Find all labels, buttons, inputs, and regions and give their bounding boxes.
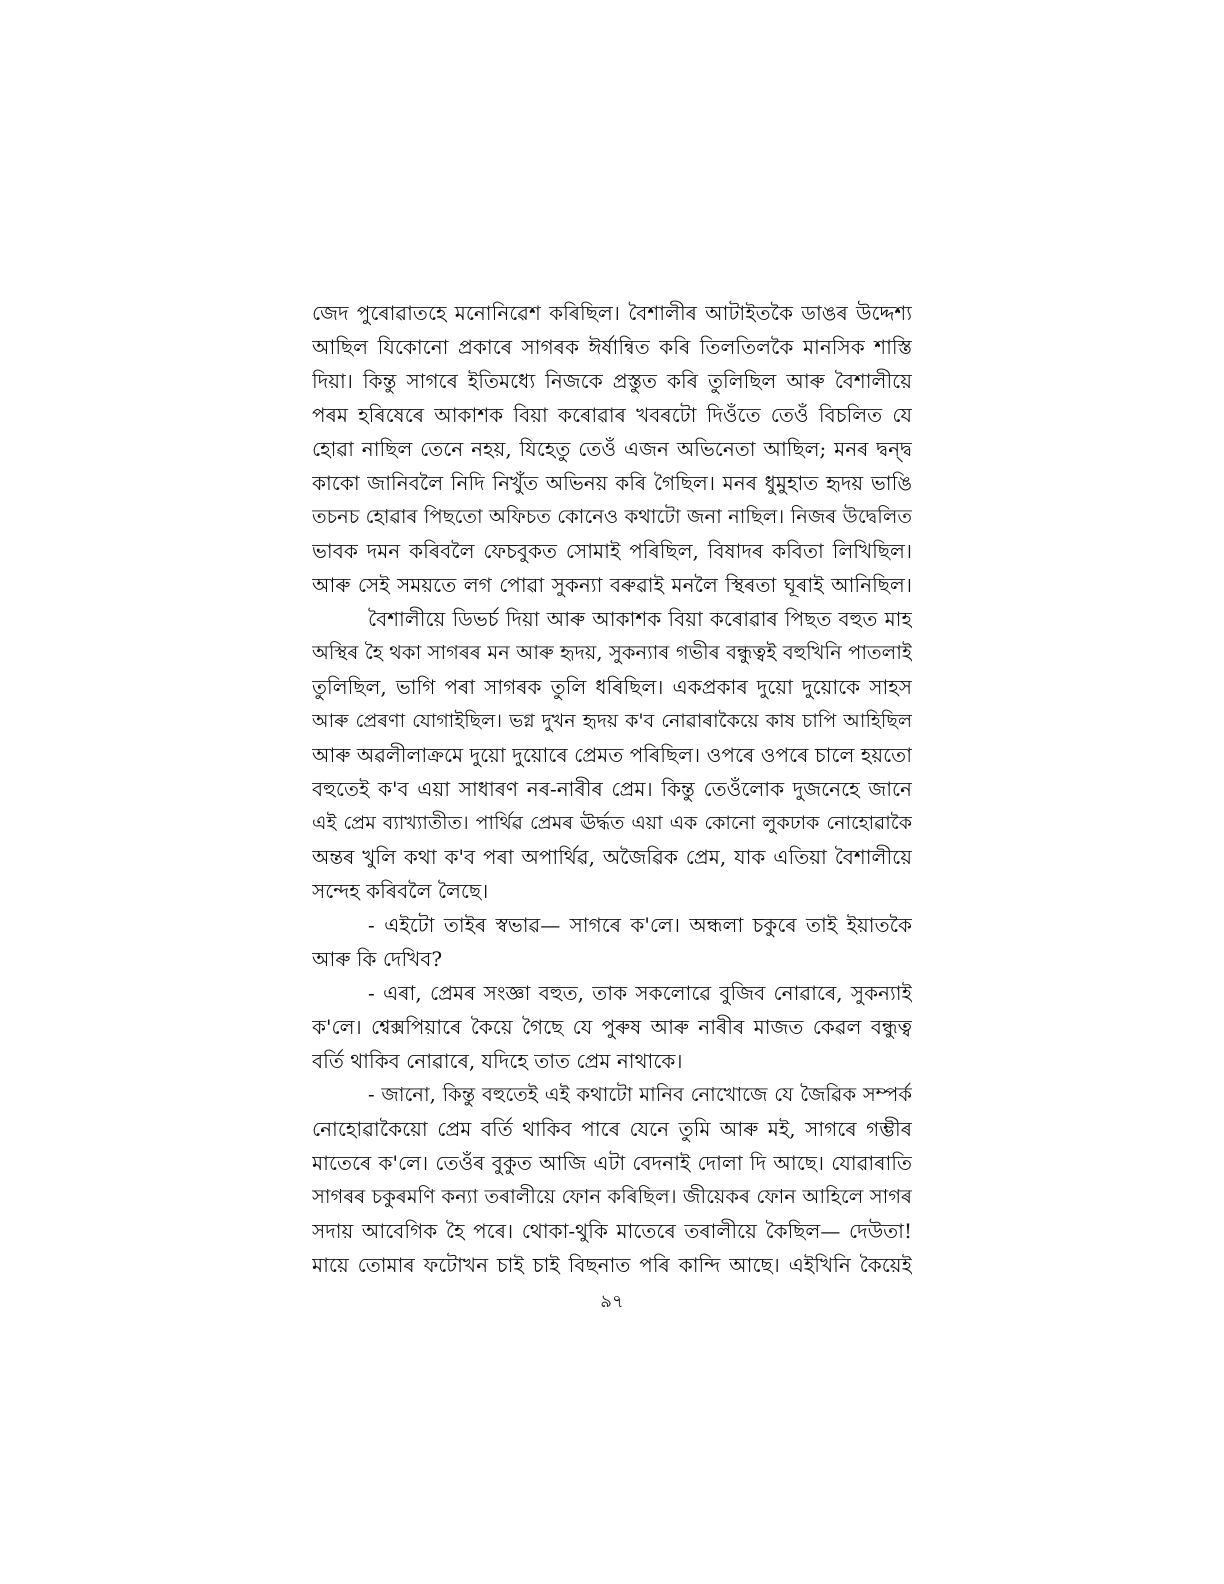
text-line: - জানো, কিন্তু বহুতেই এই কথাটো মানিব নোখোজে যে জৈৱিক সম্পৰ্ক [368,1083,912,1106]
text-line: অস্থিৰ হৈ থকা সাগৰৰ মন আৰু হৃদয়, সুকন্যাৰ গভীৰ বন্ধুত্বই বহুখিনি পাতলাই [312,641,912,664]
text-line: নোহোৱাকৈয়ো প্ৰেম বৰ্তি থাকিব পাৰে যেনে তুমি আৰু মই, সাগৰে গম্ভীৰ [312,1117,912,1141]
text-line: হোৱা নাছিল তেনে নহয়, যিহেতু তেওঁ এজন অভিনেতা আছিল; মনৰ দ্বন্দ্ব [312,437,912,461]
text-line: আৰু সেই সময়তে লগ পোৱা সুকন্যা বৰুৱাই মনলৈ স্থিৰতা ঘূৰাই আনিছিল। [312,573,912,597]
text-line: জেদ পুৰোৱাতহে মনোনিৱেশ কৰিছিল। বৈশালীৰ আটাইতকৈ ডাঙৰ উদ্দেশ্য [312,301,912,325]
text-line: মাতেৰে ক'লে। তেওঁৰ বুকুত আজি এটা বেদনাই দোলা দি আছে। যোৱাৰাতি [312,1151,912,1175]
text-line: তচনচ হোৱাৰ পিছতো অফিচত কোনেও কথাটো জনা নাছিল। নিজৰ উদ্বেলিত [312,505,912,528]
text-line: বৈশালীয়ে ডিভৰ্চ দিয়া আৰু আকাশক বিয়া কৰোৱাৰ পিছত বহুত মাহ [368,607,912,631]
text-line: আছিল যিকোনো প্ৰকাৰে সাগৰক ঈৰ্ষান্বিত কৰি তিলতিলকৈ মানসিক শাস্তি [312,335,912,359]
text-line: বৰ্তি থাকিব নোৱাৰে, যদিহে তাত প্ৰেম নাথাকে। [312,1049,683,1073]
text-line: - এইটো তাইৰ স্বভাৱ— সাগৰে ক'লে। অন্ধলা চকুৰে তাই ইয়াতকৈ [368,913,912,937]
text-line: মায়ে তোমাৰ ফটোখন চাই চাই বিছনাত পৰি কান্দি আছে। এইখিনি কৈয়েই [312,1253,912,1277]
text-line: সদায় আবেগিক হৈ পৰে। থোকা-থুকি মাতেৰে তৰালীয়ে কৈছিল— দেউতা! [312,1219,912,1243]
text-line: দিয়া। কিন্তু সাগৰে ইতিমধ্যে নিজকে প্ৰস্তুত কৰি তুলিছিল আৰু বৈশালীয়ে [312,369,912,393]
text-line: আৰু কি দেখিব? [312,947,443,971]
page-number: ৯৭ [600,1291,624,1312]
text-line: পৰম হৰিষেৰে আকাশক বিয়া কৰোৱাৰ খবৰটো দিওঁতে তেওঁ বিচলিত যে [312,403,912,427]
text-line: অন্তৰ খুলি কথা ক'ব পৰা অপাৰ্থিৱ, অজৈৱিক প্ৰেম, যাক এতিয়া বৈশালীয়ে [312,845,912,869]
text-line: ক'লে। শ্বেক্সপিয়াৰে কৈয়ে গৈছে যে পুৰুষ আৰু নাৰীৰ মাজত কেৱল বন্ধুত্ব [312,1015,912,1039]
text-line: - এৰা, প্ৰেমৰ সংজ্ঞা বহুত, তাক সকলোৱে বুজিব নোৱাৰে, সুকন্যাই [368,981,912,1005]
text-line: এই প্ৰেম ব্যাখ্যাতীত। পাৰ্থিৱ প্ৰেমৰ ঊৰ্দ্ধত এয়া এক কোনো লুকঢাক নোহোৱাকৈ [312,812,912,834]
text-line: কাকো জানিবলৈ নিদি নিখুঁত অভিনয় কৰি গৈছিল। মনৰ ধুমুহাত হৃদয় ভাঙি [312,471,912,495]
text-line: ভাবক দমন কৰিবলৈ ফেচবুকত সোমাই পৰিছিল, বিষাদৰ কবিতা লিখিছিল। [312,539,912,563]
body-text [312,296,912,1282]
text-line: সাগৰৰ চকুৰমণি কন্যা তৰালীয়ে ফোন কৰিছিল। জীয়েকৰ ফোন আহিলে সাগৰ [312,1185,912,1208]
text-line: আৰু প্ৰেৰণা যোগাইছিল। ভগ্ন দুখন হৃদয় ক'ব নোৱাৰাকৈয়ে কাষ চাপি আহিছিল [312,710,912,732]
text-line: তুলিছিল, ভাগি পৰা সাগৰক তুলি ধৰিছিল। একপ্ৰকাৰ দুয়ো দুয়োকে সাহস [312,675,912,699]
text-line: বহুতেই ক'ব এয়া সাধাৰণ নৰ-নাৰীৰ প্ৰেম। কিন্তু তেওঁলোক দুজনেহে জানে [312,777,912,801]
text-line: আৰু অৱলীলাক্ৰমে দুয়ো দুয়োৰে প্ৰেমত পৰিছিল। ওপৰে ওপৰে চালে হয়তো [312,743,912,767]
text-line: সন্দেহ কৰিবলৈ লৈছে। [312,879,489,903]
